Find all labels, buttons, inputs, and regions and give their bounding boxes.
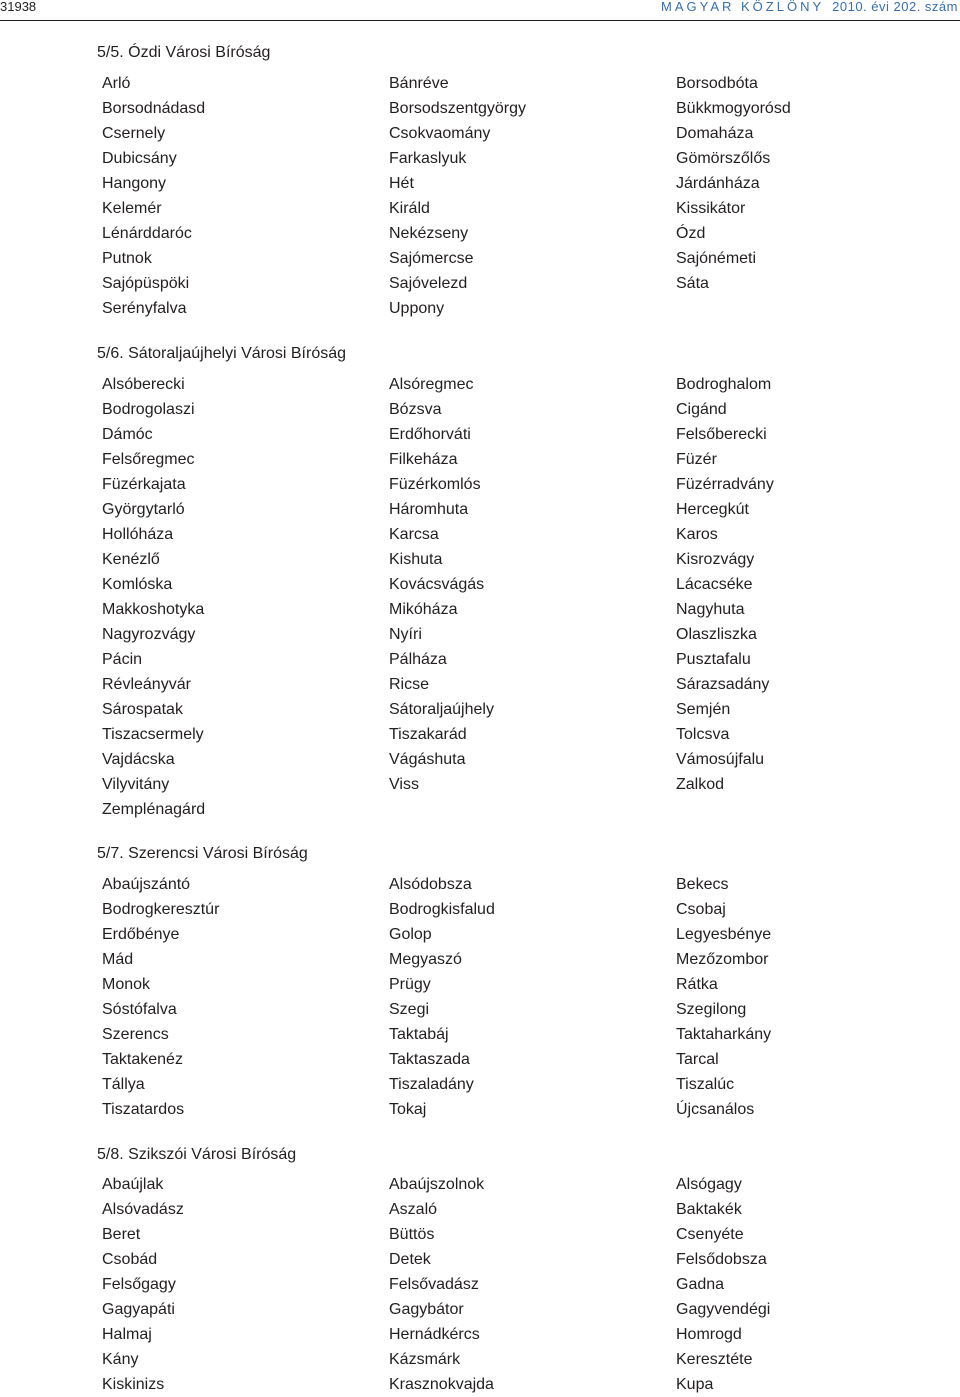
settlement-name: Szegilong [676,1001,747,1018]
settlement-name: Büttös [389,1226,435,1243]
settlement-name: Borsodnádasd [102,100,206,117]
settlement-name: Nagyrozvágy [102,626,196,643]
settlement-name: Sóstófalva [102,1001,177,1018]
settlement-name: Gagyapáti [102,1301,175,1318]
settlement-name: Nekézseny [389,225,469,242]
section-title: 5/6. Sátoraljaújhelyi Városi Bíróság [97,345,347,362]
settlement-grid [0,372,960,822]
settlement-name: Csobaj [676,901,726,918]
settlement-name: Uppony [389,300,445,317]
settlement-name: Füzér [676,451,717,468]
settlement-name: Farkaslyuk [389,150,467,167]
settlement-name: Tolcsva [676,726,730,743]
settlement-name: Kázsmárk [389,1351,461,1368]
settlement-name: Kiskinizs [102,1376,165,1393]
settlement-name: Csernely [102,125,166,142]
settlement-name: Legyesbénye [676,926,772,943]
settlement-name: Borsodszentgyörgy [389,100,526,117]
settlement-name: Felsőberecki [676,426,767,443]
settlement-name: Királd [389,200,430,217]
settlement-name: Halmaj [102,1326,152,1343]
settlement-name: Felsődobsza [676,1251,767,1268]
settlement-name: Szerencs [102,1026,169,1043]
page-header [0,0,960,21]
settlement-name: Mád [102,951,134,968]
settlement-name: Pálháza [389,651,447,668]
settlement-name: Csokvaomány [389,125,491,142]
settlement-name: Dubicsány [102,150,177,167]
settlement-name: Aszaló [389,1201,438,1218]
settlement-name: Bekecs [676,876,729,893]
settlement-name: Homrogd [676,1326,742,1343]
settlement-name: Bózsva [389,401,442,418]
settlement-name: Gagyvendégi [676,1301,771,1318]
settlement-name: Újcsanálos [676,1101,755,1118]
settlement-name: Hercegkút [676,501,749,518]
settlement-name: Sajópüspöki [102,275,190,292]
settlement-name: Domaháza [676,125,754,142]
settlement-name: Alsógagy [676,1176,742,1193]
settlement-name: Füzérradvány [676,476,774,493]
section-title: 5/8. Szikszói Városi Bíróság [97,1146,297,1163]
settlement-name: Sárospatak [102,701,183,718]
settlement-name: Kisrozvágy [676,551,755,568]
settlement-name: Csobád [102,1251,158,1268]
settlement-name: Vajdácska [102,751,175,768]
settlement-name: Vágáshuta [389,751,466,768]
settlement-name: Megyaszó [389,951,462,968]
settlement-name: Sátoraljaújhely [389,701,494,718]
page-number: 31938 [0,0,37,14]
settlement-name: Járdánháza [676,175,760,192]
settlement-name: Háromhuta [389,501,469,518]
settlement-name: Gadna [676,1276,725,1293]
settlement-name: Vámosújfalu [676,751,765,768]
settlement-name: Csenyéte [676,1226,744,1243]
settlement-name: Filkeháza [389,451,458,468]
settlement-name: Kupa [676,1376,714,1393]
settlement-name: Makkoshotyka [102,601,205,618]
settlement-name: Sajómercse [389,250,474,267]
settlement-name: Golop [389,926,432,943]
settlement-name: Dámóc [102,426,153,443]
issue-number: 2010. évi 202. szám [832,0,958,14]
settlement-name: Lénárddaróc [102,225,192,242]
settlement-name: Ózd [676,225,706,242]
settlement-grid [0,71,960,321]
settlement-name: Füzérkajata [102,476,186,493]
settlement-name: Taktaszada [389,1051,470,1068]
settlement-name: Nagyhuta [676,601,745,618]
settlement-name: Karos [676,526,718,543]
settlement-name: Erdőbénye [102,926,180,943]
settlement-name: Tokaj [389,1101,427,1118]
section-title: 5/5. Ózdi Városi Bíróság [97,44,271,61]
settlement-name: Gömörszőlős [676,150,771,167]
settlement-name: Semjén [676,701,731,718]
settlement-name: Prügy [389,976,431,993]
settlement-name: Sáta [676,275,709,292]
settlement-name: Baktakék [676,1201,742,1218]
settlement-name: Alsóvadász [102,1201,184,1218]
settlement-name: Felsővadász [389,1276,479,1293]
settlement-name: Gagybátor [389,1301,464,1318]
settlement-name: Serényfalva [102,300,187,317]
settlement-name: Kelemér [102,200,162,217]
settlement-name: Rátka [676,976,718,993]
settlement-name: Abaújlak [102,1176,164,1193]
settlement-name: Györgytarló [102,501,185,518]
settlement-name: Olaszliszka [676,626,757,643]
journal-title: MAGYAR KÖZLÖNY [661,0,825,14]
settlement-name: Bodrogolaszi [102,401,195,418]
settlement-name: Viss [389,776,419,793]
settlement-name: Kissikátor [676,200,746,217]
settlement-name: Révleányvár [102,676,191,693]
settlement-name: Bodrogkisfalud [389,901,495,918]
settlement-name: Alsódobsza [389,876,472,893]
settlement-name: Tarcal [676,1051,719,1068]
settlement-name: Tiszatardos [102,1101,185,1118]
settlement-name: Bánréve [389,75,449,92]
settlement-name: Taktakenéz [102,1051,183,1068]
settlement-name: Beret [102,1226,141,1243]
settlement-name: Arló [102,75,131,92]
settlement-name: Sajónémeti [676,250,757,267]
settlement-name: Pusztafalu [676,651,751,668]
settlement-name: Keresztéte [676,1351,753,1368]
settlement-name: Taktabáj [389,1026,449,1043]
settlement-name: Lácacséke [676,576,753,593]
settlement-name: Felsőregmec [102,451,195,468]
settlement-name: Tiszakarád [389,726,467,743]
settlement-name: Karcsa [389,526,439,543]
settlement-name: Hollóháza [102,526,174,543]
settlement-name: Alsóregmec [389,376,474,393]
settlement-name: Bükkmogyorósd [676,100,791,117]
settlement-name: Borsodbóta [676,75,758,92]
settlement-name: Erdőhorváti [389,426,471,443]
settlement-name: Tiszalúc [676,1076,735,1093]
settlement-name: Sajóvelezd [389,275,468,292]
settlement-name: Mezőzombor [676,951,769,968]
journal-info [661,0,958,14]
settlement-name: Kovácsvágás [389,576,485,593]
settlement-name: Felsőgagy [102,1276,176,1293]
settlement-name: Sárazsadány [676,676,770,693]
settlement-name: Kány [102,1351,139,1368]
settlement-name: Krasznokvajda [389,1376,494,1393]
settlement-name: Ricse [389,676,430,693]
settlement-name: Alsóberecki [102,376,185,393]
settlement-name: Bodrogkeresztúr [102,901,220,918]
section-title: 5/7. Szerencsi Városi Bíróság [97,845,308,862]
settlement-name: Tállya [102,1076,145,1093]
settlement-name: Zemplénagárd [102,801,206,818]
settlement-name: Abaújszolnok [389,1176,485,1193]
settlement-name: Abaújszántó [102,876,191,893]
settlement-name: Hernádkércs [389,1326,480,1343]
settlement-name: Monok [102,976,151,993]
settlement-name: Hangony [102,175,167,192]
settlement-name: Tiszacsermely [102,726,204,743]
settlement-name: Kenézlő [102,551,160,568]
settlement-name: Mikóháza [389,601,458,618]
settlement-name: Bodroghalom [676,376,772,393]
settlement-grid [0,872,960,1122]
settlement-name: Putnok [102,250,152,267]
settlement-grid [0,1172,960,1397]
settlement-name: Szegi [389,1001,430,1018]
settlement-name: Detek [389,1251,431,1268]
settlement-name: Zalkod [676,776,725,793]
settlement-name: Taktaharkány [676,1026,772,1043]
settlement-name: Pácin [102,651,143,668]
settlement-name: Kishuta [389,551,443,568]
settlement-name: Vilyvitány [102,776,170,793]
settlement-name: Komlóska [102,576,173,593]
settlement-name: Cigánd [676,401,727,418]
settlement-name: Hét [389,175,414,192]
settlement-name: Nyíri [389,626,422,643]
settlement-name: Tiszaladány [389,1076,474,1093]
settlement-name: Füzérkomlós [389,476,481,493]
